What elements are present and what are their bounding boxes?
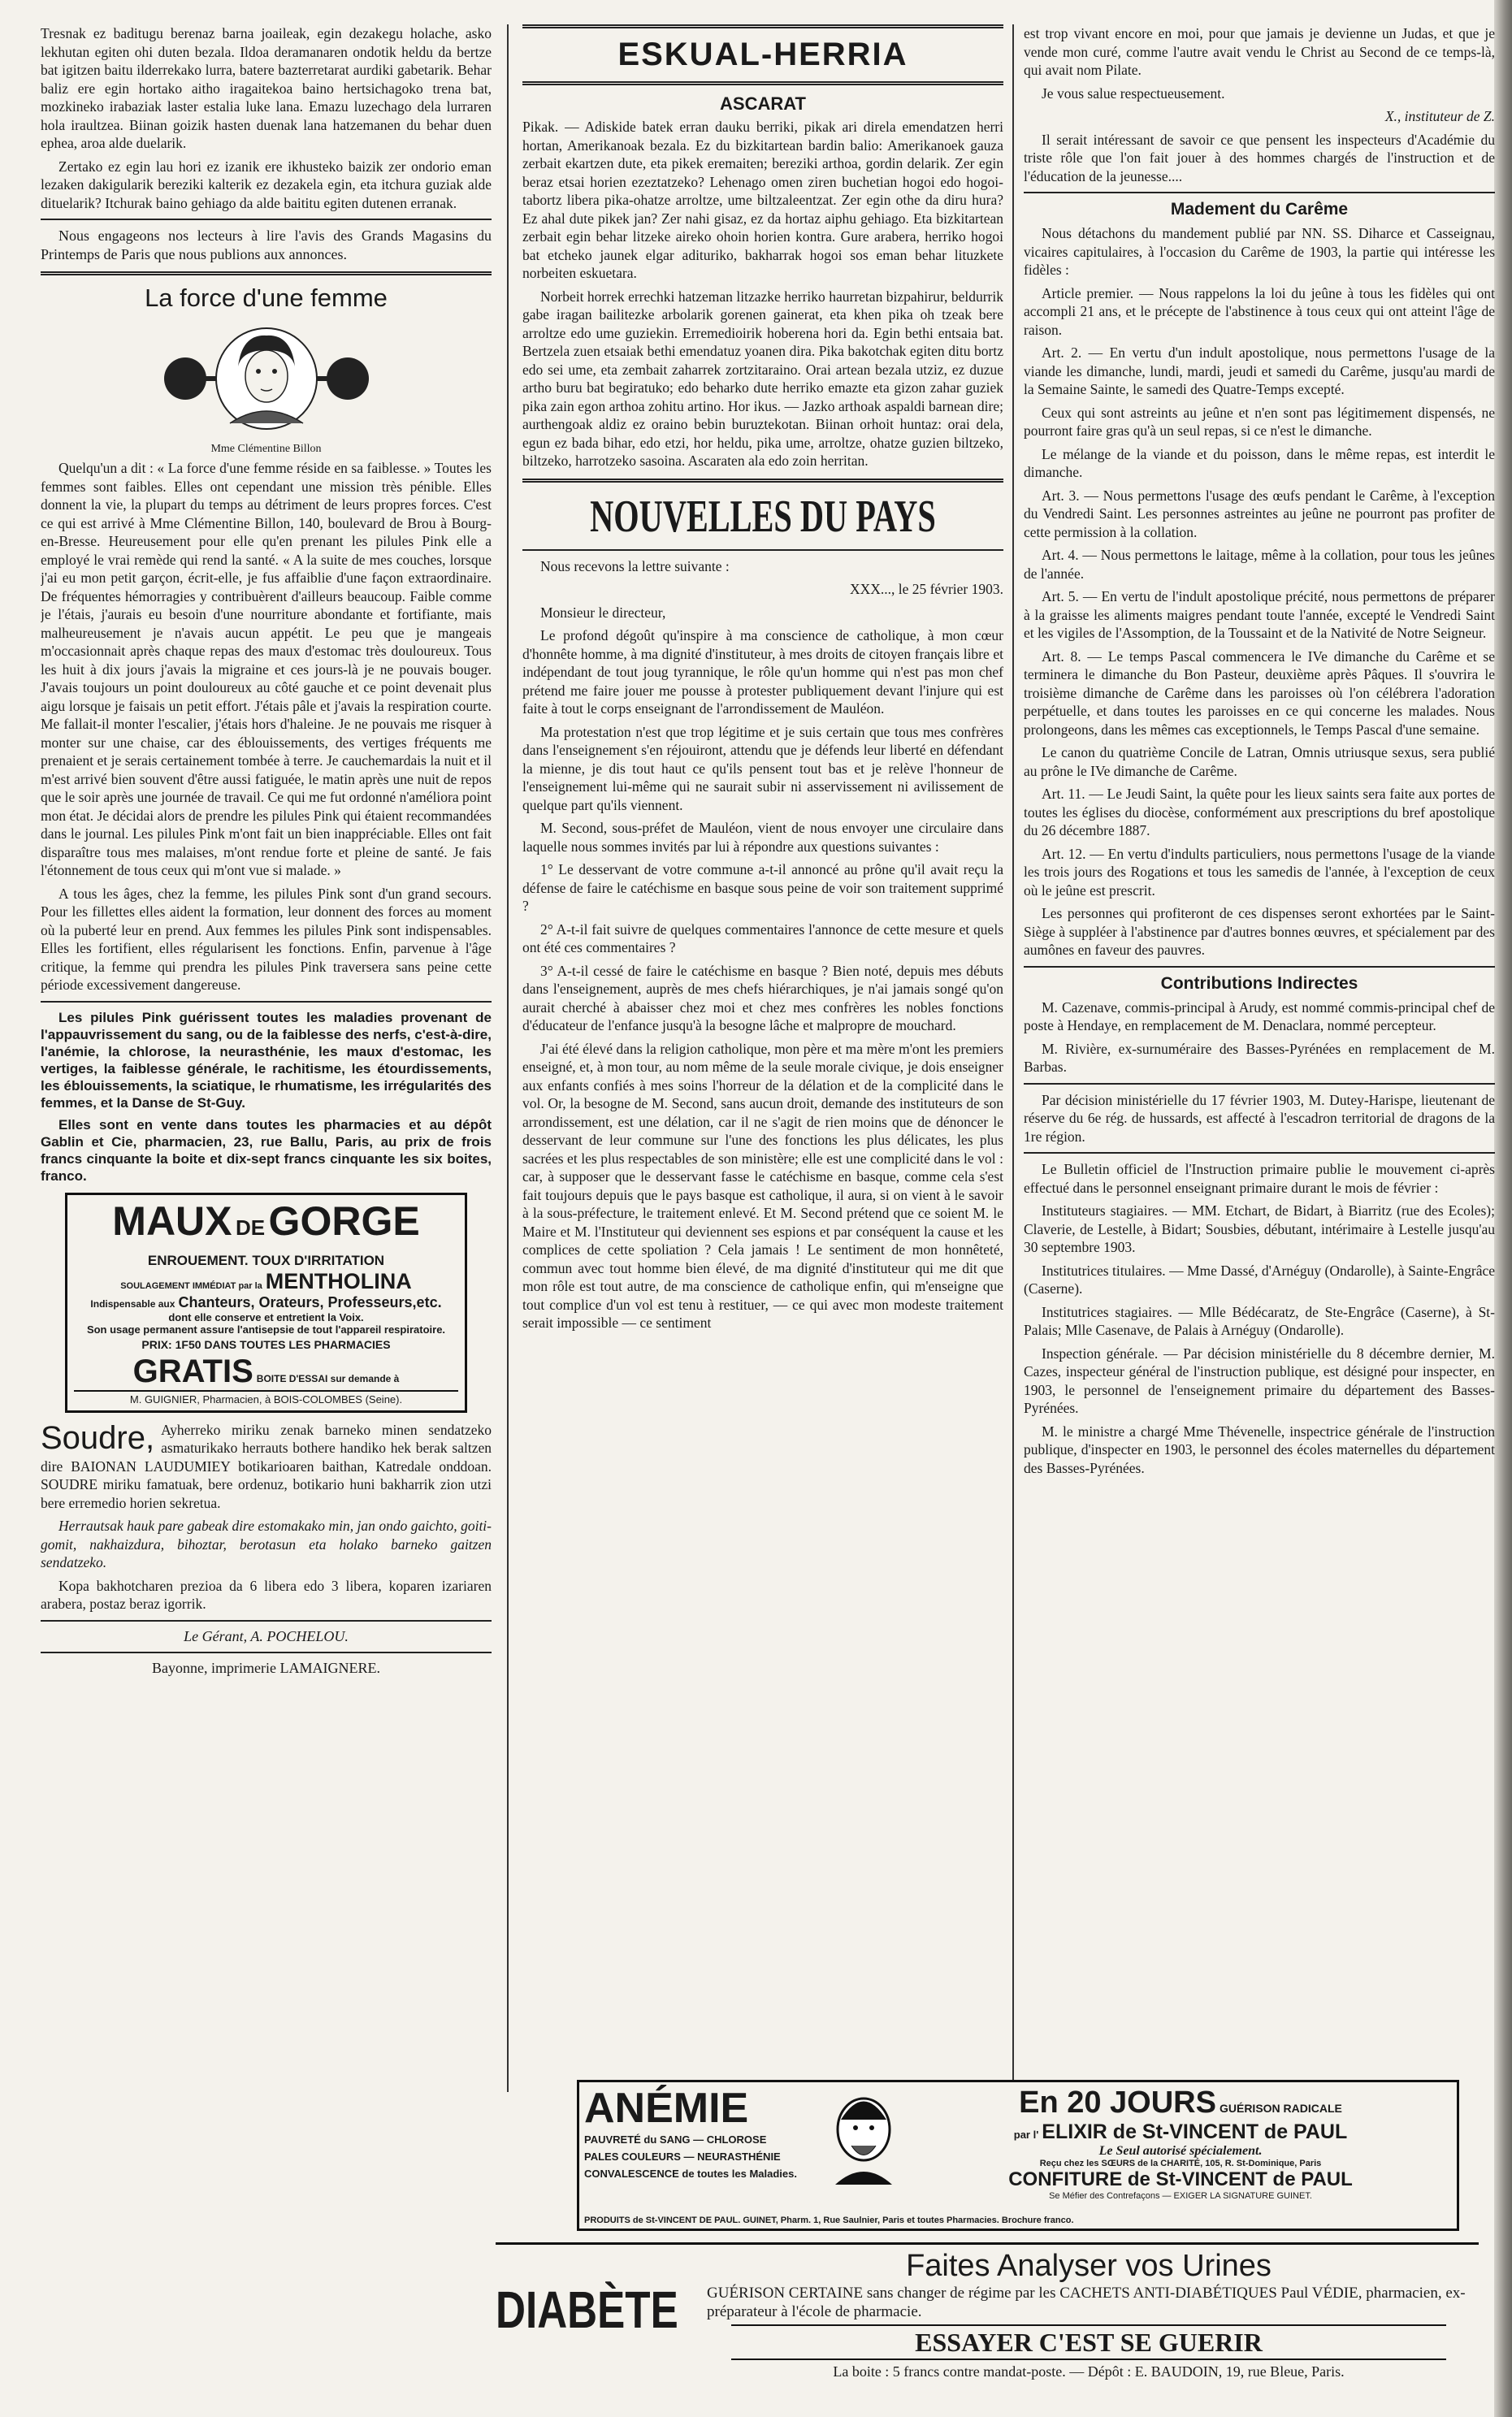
diabete-title: Faites Analyser vos Urines [906,2249,1272,2283]
maux-line: Son usage permanent assure l'antisepsie de tout l'appareil respiratoire. [86,1323,446,1336]
imprimerie-line: Bayonne, imprimerie LAMAIGNERE. [152,1659,380,1676]
column-rule [507,24,509,2092]
nouvelles-intro: Nous recevons la lettre suivante : [540,557,730,574]
letter-paragraph: Il serait intéressant de savoir ce que pensent les inspecteurs d'Académie du triste rôle que l'on fait jouer à des hommes chargés de l'instruction et de l'éducation de la jeunesse.... [1024,131,1495,184]
column-2 [522,24,1003,2080]
careme-paragraph: Les personnes qui profiteront de ces dispenses seront exhortées par le Saint-Siège à suppléer à l'abstinence par d'autres bonnes œuvres, et spécialement par des aumônes en faveur des pauvres. [1024,905,1495,958]
maux-line: SOULAGEMENT IMMÉDIAT par la [120,1280,262,1291]
divider [41,219,492,220]
careme-paragraph: Art. 2. — En vertu d'un indult apostolique, nous permettons l'usage de la viande les dimanche, lundi, mardi, jeudi et samedi du Carême, jusqu'au mardi de la Semaine Sainte, le samedi des Quatre-Temps excepté. [1024,344,1495,397]
pink-paragraph: Elles sont en vente dans toutes les pharmacies et au dépôt Gablin et Cie, pharmacien, 23, rue Ballu, Paris, au prix de frois francs cinquante la boite et dix-sept francs cinquante les six boites, franco. [41,1116,492,1184]
careme-paragraph: Art. 12. — En vertu d'indults particuliers, nous permettons l'usage de la viande les trois jours des Rogations et tous les samedis de l'année, à l'exception de ceux où le jeûne est prescrit. [1024,845,1495,899]
column-3 [1024,24,1495,2080]
letter-paragraph: est trop vivant encore en moi, pour que jamais je devienne un Judas, et que je vende mon curé, comme l'autre avait vendu le Christ au Second de ce temps-là, qui avait nom Pilate. [1024,25,1495,78]
nouvelles-paragraph: J'ai été élevé dans la religion catholique, mon père et ma mère m'ont les premiers enseigné, et, à mon tour, au nom même de la seule morale civique, je dois enseigner aux enfants confiés à mes soins l'horreur de la délation et de la complicité dans le vol. Or, la besogne de M. Second, sans aucun droit, demande des instituteurs de son arrondissement, est une délation, car il ne s'agit de rien moins que de dénoncer le desservant de leur commune sur l'une des fonctions les plus délicates, les plus sacrées et les plus respectables de son ministère; elle est une complicité dans le vol : car, à supposer que le desservant fasse le catéchisme en basque, comme cela s'est fait toujours depuis que le pays basque est catholique, il aura, si on vient à le savoir à la sous-préfecture, le traitement enlevé. Et M. Second prétend que ce soient M. le Maire et M. l'Instituteur qui deviennent ses espions et par conséquent la cause et les complices de cette spoliation ? Cela jamais ! Le sentiment de mon honnêteté, commun avec tout homme bien élevé, de ma dignité d'instituteur qui me dit que mon rôle est tout autre, de ma conscience de catholique enfin, qui m'enseigne que tout complice d'un vol est tenu à restituer, — ce qui avec mon modeste traitement serait impossible — ce sentiment [522,1040,1003,1331]
divider [41,1620,492,1622]
anemie-line: CONVALESCENCE de toutes les Maladies. [584,2168,797,2180]
maux-line: Chanteurs, Orateurs, Professeurs,etc. [178,1293,442,1310]
careme-paragraph: Ceux qui sont astreints au jeûne et n'en sont pas légitimement dispensés, ne pourront faire gras qu'à un seul repas, si ce n'est le dimanche. [1024,404,1495,439]
nouvelles-paragraph: M. Second, sous-préfet de Mauléon, vient de nous envoyer une circulaire dans laquelle nous sommes invités par lui à répondre aux questions suivantes : [522,820,1003,855]
contrib-paragraph: Le Bulletin officiel de l'Instruction primaire publie le mouvement ci-après effectué dans le personnel enseignant primaire durant le mois de février : [1024,1161,1495,1196]
anemie-ad [577,2080,1459,2231]
force-title: La force d'une femme [145,284,388,312]
maux-price: PRIX: 1F50 DANS TOUTES LES PHARMACIES [141,1337,391,1351]
maux-line: Indispensable aux [90,1297,175,1310]
pink-paragraph: Les pilules Pink guérissent toutes les maladies provenant de l'appauvrissement du sang, ou de la faiblesse des nerfs, c'est-à-dire, l'anémie, la chlorose, la neurasthénie, les maux d'estomac, les vertiges, la faiblesse générale, le rachitisme, les étourdissements, les éblouissements, la sciatique, le rhumatisme, les irrégularités des femmes, et la Danse de St-Guy. [41,1009,492,1111]
careme-paragraph: Art. 8. — Le temps Pascal commencera le IVe dimanche du Carême et se terminera le dimanche du Bon Pasteur, deuxième après Pâques. Il s'ouvrira le troisième dimanche de Carême dans les paroisses où l'on célébrera l'adoration perpétuelle, et dans toutes les paroisses en ce qui concerne les malades. Nous prolongeons, dans les mêmes cas exceptionnels, le Temps Pascal d'une semaine. [1024,648,1495,738]
diabete-price: La boite : 5 francs contre mandat-poste. — Dépôt : E. BAUDOIN, 19, rue Bleue, Paris. [833,2363,1345,2380]
maux-brand-line [74,1269,458,1294]
contrib-paragraph: M. le ministre a chargé Mme Thévenelle, inspectrice générale de l'instruction publique, d'inspecter en 1903, le personnel des écoles maternelles du département des Basses-Pyrénées. [1024,1423,1495,1476]
mentholina-brand: MENTHOLINA [265,1268,412,1293]
letter-signature: X., instituteur de Z. [1384,108,1495,124]
de-word: DE [235,1215,266,1240]
contrib-paragraph: Par décision ministérielle du 17 février 1903, M. Dutey-Harispe, lieutenant de réserve du 6e rég. de hussards, est affecté à l'escadron territorial de dragons de la 1re région. [1024,1091,1495,1145]
page-edge-shadow [1494,0,1512,2417]
divider [522,479,1003,483]
ascarat-paragraph: Norbeit horrek errechki hatzeman litzazke herriko haurretan bizpahirur, beldurrik gabe iragan bailitezke arbolarik gorenen gainerat, eta khen pika oh tzeak bere arroltze edo ume guziekin. Erremedioirik hoberena hori da. Egin bethi entsaia bat. Bertzela zuen etsaiak bethi emendatuz yoanen dira. Pika bakotchak egiten ditu bortz edo sei ume, eta zembait zaharrek zortzitaraino. Orai artean bezala utziz, ez duzue artho buru bat begiratuko; edo beharko dute herriko emazte eta gizon zahar guziek pika zain egon arthoa zohitu artino. Hor ikus. — Jazko arthoak aspaldi barnean dire; aurthengoak aldiz ez oraino bebin buruztekotan. Biinan orhoit huntaz: orai dela, egun ez bada bihar, edo etzi, hor heldu, pika ume, arroltze, ohatze guzien biltzeko, biltzeko, harrotzeko sasoina. Ascaraten ala edo zoin herritan. [522,288,1003,469]
maux-de-gorge-ad [65,1193,467,1413]
gratis-line [74,1354,458,1390]
maux-maker: M. GUIGNIER, Pharmacien, à BOIS-COLOMBES (Seine). [74,1390,458,1406]
recu-text: Reçu chez les SŒURS de la CHARITÉ, 105, R. St-Dominique, Paris [1039,2159,1322,2168]
contrib-paragraph: Institutrices titulaires. — Mme Dassé, d'Arnéguy (Ondarolle), à Sainte-Engrâce (Caserne). [1024,1262,1495,1297]
careme-paragraph: Art. 11. — Le Jeudi Saint, la quête pour les lieux saints sera faite aux portes de toutes les églises du diocèse, conformément aux prescriptions du bref apostolique du 26 décembre 1887. [1024,786,1495,838]
soudre-title: Soudre, [41,1419,155,1456]
maux-line: BOITE D'ESSAI sur demande à [256,1372,400,1384]
force-paragraph: Quelqu'un a dit : « La force d'une femme réside en sa faiblesse. » Toutes les femmes sont faibles. Elles ont cependant une mission très pénible. Elles donnent la vie, la plupart du temps au détriment de leurs propres forces. C'est ce qui est arrivé à Mme Clémentine Billon, 140, boulevard de Brou à Bourg-en-Bresse. Heureusement pour elle qu'en prenant les pilules Pink elle a employé le vrai remède qui rend la santé. « A la suite de mes couches, lorsque j'ai eu mon petit garçon, écrit-elle, je fus affaiblie d'une façon extraordinaire. De fréquentes hémorragies y contribuèrent d'ailleurs beaucoup. Faible comme je l'étais, j'aurais eu besoin d'une nourriture abondante et fortifiante, mais malheureusement je n'avais aucun appétit. Le peu que je mangeais m'occasionnait après chaque repas des maux d'estomac très douloureux. Tous les huit à dix jours j'avais la migraine et ces jours-là je ne pouvais bouger. J'avais toujours un point douloureux au côté gauche et ce point devenait plus aigu lorsque je faisais un petit effort. J'étais pâle et j'avais la respiration courte. Me fallait-il monter l'escalier, j'étais hors d'haleine. Je ne pouvais me risquer à monter sur une chaise, car des éblouissements, des vertiges fréquents me prenaient et je serais certainement tombée à terre. Je cauchemardais la nuit et il m'est arrivé bien souvent d'être aussi fatiguée, le matin après une nuit de repos que le soir après une journée de travail. Ce qui me fut ordonné n'améliora point mon état. Je décidai alors de prendre les pilules Pink qui étaient recommandées dans le journal. Les pilules Pink m'ont fait un bien inappréciable. Elles ont fait disparaître tous mes malaises, m'ont rendue forte et pleine de santé. Je fais l'étonnement de tous ceux qui m'ont vue si malade. » [41,460,492,878]
careme-paragraph: Nous détachons du mandement publié par NN. SS. Diharce et Casseignau, vicaires capitulaires, à l'occasion du Carême de 1903, la partie qui intéresse les fidèles : [1024,225,1495,278]
portrait-illustration [161,318,372,440]
diabete-ad [496,2242,1479,2399]
elixir-line [912,2120,1449,2144]
soudre-block [41,1421,492,1613]
careme-paragraph: Art. 5. — En vertu de l'indult apostolique précité, nous permettons de préparer à la graisse les aliments maigres pendant toute l'année, excepté le Vendredi Saint et les vigiles de l'Assomption, de la Toussaint et de la Nativité de Notre Seigneur. [1024,588,1495,641]
letter-paragraph: Je vous salue respectueusement. [1042,84,1225,102]
divider [1024,966,1495,968]
newspaper-page [41,24,1495,2397]
soudre-paragraph: Ayherreko miriku zenak barneko minen sendatzeko asmaturikako herrauts bothere handiko hek berak saltzen dire BAIONAN LAUDUMIEY botikarioaren baithan, Katredale onddoan. SOUDRE miriku famatuak, bere ordenuz, botikario huni bakharrik zion utzi bere erremedio horien sekretua. [41,1421,492,1511]
contrib-paragraph: M. Cazenave, commis-principal à Arudy, est nommé commis-principal chef de poste à Hendaye, en remplacement de M. Denaclara, nommé percepteur. [1024,998,1495,1033]
salutation: Monsieur le directeur, [540,604,666,621]
gerant-line: Le Gérant, A. POCHELOU. [184,1627,349,1644]
diabete-word: DIABÈTE [496,2281,678,2339]
par-text: par l' [1013,2129,1039,2141]
ascarat-title: ASCARAT [720,93,806,114]
anemie-bottom: PRODUITS de St-VINCENT DE PAUL. GUINET, Pharm. 1, Rue Saulnier, Paris et toutes Pharmacies. Brochure franco. [584,2216,1074,2225]
nouvelles-paragraph: 1° Le desservant de votre commune a-t-il annoncé au prône qu'il avait reçu la défense de faire le catéchisme en basque sous peine de voir son traitement supprimé ? [522,861,1003,914]
anemie-line: PALES COULEURS — NEURASTHÉNIE [584,2151,781,2163]
basque-paragraph: Tresnak ez baditugu berenaz barna joaileak, egin dezakegu holache, asko lekhutan egiten ohi duten bezala. Ildoa deramanaren ondotik heldu da bertze bat igitzen baitu ilderrekako lurra, batere bazterretarat aurdiki gabetarik. Behar baliz ere egin hortako aitho iragaitekoa baino hertsichagoko trena bat, mozkineko irabaziak laster estalia luke lana. Emazu luzechago dela lurraren hola iraultzea. Biinan goizik hasten duenak lana hatzemanen du behar duen ephea, aroa alde duelarik. [41,25,492,151]
ascarat-paragraph: Pikak. — Adiskide batek erran dauku berriki, pikak ari direla emendatzen herri hortan, Amerikanoak bezala. Ez du bizkitartean bardin balio: Amerikanoek gauza zerbait ekartzen dute, eta pikek eremaiten; bereziki arthoa, gordin delarik. Zer egin beraz etsai horien ezeztatzeko? Lehenago omen ziren buchetian hogoi edo hogoi-tabortz libera pika-ohatze arroltze, ume biltzaleentzat. Zer egin othe da diru hura? Ez ahal dute pikek jan? Zer nahi gisaz, ez da hortaz aiphu gehiago. Eta bizkitartean zerbait egin behar litzeke aireko ohoin horien kontra. Gure arabera, herriko hogoi bat etcheko jaunek elgar adituriko, bakharrak hogoi sos eman behar lituzkete norbeiten eskuetara. [522,119,1003,281]
divider [522,549,1003,551]
maux-line: ENROUEMENT. TOUX D'IRRITATION [147,1252,385,1268]
careme-paragraph: Le canon du quatrième Concile de Latran, Omnis utriusque sexus, sera publié au prône le IVe dimanche de Carême. [1024,744,1495,779]
diabete-right [707,2248,1471,2380]
nouvelles-paragraph: Ma protestation n'est que trop légitime et je suis certain que tous mes confrères dans l'enseignement s'en réjouiront, attendu que je défends leur liberté en défendant la mienne, je dis tout haut ce qu'ils pensent tout bas et je relève l'honneur de l'enseignement lui-même qui ne saurait subir ni asservissement ni avilissement de quelque part qu'ils viennent. [522,723,1003,813]
divider [522,24,1003,28]
contrib-paragraph: M. Rivière, ex-surnuméraire des Basses-Pyrénées en remplacement de M. Barbas. [1024,1040,1495,1075]
column-rule [1012,24,1014,2092]
divider [1024,1083,1495,1085]
contrib-title: Contributions Indirectes [1160,973,1358,993]
maux-title [74,1200,458,1253]
printemps-note: Nous engageons nos lecteurs à lire l'avis des Grands Magasins du Printemps de Paris que nous publions aux annonces. [41,227,492,262]
saint-vincent-portrait [823,2087,904,2185]
divider [1024,192,1495,193]
soudre-paragraph: Kopa bakhotcharen prezioa da 6 libera edo 3 libera, koparen izariaren arabera, postaz beraz igorrik. [41,1577,492,1612]
maux-line: dont elle conserve et entretient la Voix. [168,1310,364,1323]
divider [41,1652,492,1653]
nouvelles-title: NOUVELLES DU PAYS [590,491,936,542]
basque-paragraph: Zertako ez egin lau hori ez izanik ere ikhusteko baizik zer ondorio eman lezaken dakigularik bereziki kalterik ez dezakela egin, eta itchura guziak alde dituelarik? Itchurak baino gehiago da alde baititu egiten dutenen erranak. [41,158,492,211]
anemie-headline [912,2086,1449,2120]
contrib-paragraph: Inspection générale. — Par décision ministérielle du 8 décembre dernier, M. Cazes, inspecteur général de l'instruction publique, est désigné pour inspecter, en 1903, le personnel de l'enseignement primaire du département des Basses-Pyrénées. [1024,1345,1495,1416]
essayer-text: ESSAYER C'EST SE GUERIR [731,2324,1446,2360]
force-paragraph: A tous les âges, chez la femme, les pilules Pink sont d'un grand secours. Pour les fillettes elles aident la formation, leur donnent des forces au moment où la puberté leur en prend. Aux femmes les pilules Pink sont indispensables. Elles les fortifient, elles régularisent les fonctions. Enfin, parvenue à l'âge critique, la femme qui prendra les pilules Pink traversera sans peine cette période excessivement dangereuse. [41,885,492,993]
careme-paragraph: Le mélange de la viande et du poisson, dans le même repas, est interdit le dimanche. [1024,445,1495,480]
diabete-line: GUÉRISON CERTAINE sans changer de régime par les CACHETS ANTI-DIABÉTIQUES Paul VÉDIE, pharmacien, ex-préparateur à l'école de pharmacie. [707,2285,1466,2320]
divider [1024,1152,1495,1154]
maux-line [74,1294,458,1311]
divider [41,1001,492,1003]
careme-paragraph: Art. 3. — Nous permettons l'usage des œufs pendant le Carême, à l'exception du Vendredi Saint. Les personnes astreintes au jeûne ne pourront pas profiter de cette permission à la collation. [1024,487,1495,540]
contrib-paragraph: Instituteurs stagiaires. — MM. Etchart, de Bidart, à Biarritz (rue des Ecoles); Claverie, de Lestelle, à Bidart; Sousbies, débutant, intérimaire à Lestelle jusqu'au 30 septembre 1903. [1024,1202,1495,1255]
date-line: XXX..., le 25 février 1903. [849,581,1003,597]
jours-text: En 20 JOURS [1019,2086,1216,2120]
nouvelles-paragraph: Le profond dégoût qu'inspire à ma conscience de catholique, à mon cœur d'honnête homme, à ma dignité d'instituteur, à mes droits de citoyen français libre et indépendant de tout joug tyrannique, le rôle qu'un homme qui n'est pas mon chef prétend me faire jouer me pousse à protester publiquement devant l'injure qui est faite à tout le corps enseignant de l'arrondissement de Mauléon. [522,627,1003,717]
guerison-text: GUÉRISON RADICALE [1219,2102,1342,2115]
maux-word: MAUX [112,1198,232,1244]
anemie-line: PAUVRETÉ du SANG — CHLOROSE [584,2133,767,2146]
portrait-caption: Mme Clémentine Billon [210,443,322,455]
nouvelles-paragraph: 3° A-t-il cessé de faire le catéchisme en basque ? Bien noté, depuis mes débuts dans l'enseignement, auprès de mes chefs hiérarchiques, je n'ai jamais songé qu'on aurait cherché à abaisser chez moi et chez mes confrères les nobles fonctions d'éducateur de l'enfance jusqu'à la besogne lâche et malpropre de mouchard. [522,962,1003,1033]
anemie-left [584,2086,812,2182]
careme-paragraph: Article premier. — Nous rappelons la loi du jeûne à tous les fidèles qui ont accompli 21 ans, et le précepte de l'abstinence à tous ceux qui ont atteint l'âge de raison. [1024,284,1495,338]
masthead: ESKUAL-HERRIA [617,37,908,72]
elixir-text: ELIXIR de St-VINCENT de PAUL [1042,2120,1348,2143]
column-1 [41,24,492,2397]
mefier-text: Se Méfier des Contrefaçons — EXIGER LA SIGNATURE GUINET. [1049,2191,1312,2201]
soudre-paragraph: Herrautsak hauk pare gabeak dire estomakako min, jan ondo gaichto, goiti-gomit, nakhaizdura, bihoztar, berotasun eta holako barneko gaitzen sendatzeko. [41,1518,492,1570]
contrib-paragraph: Institutrices stagiaires. — Mlle Bédécaratz, de Ste-Engrâce (Caserne), à St-Palais; Mlle Casenave, de Palais à Arnéguy (Ondarolle). [1024,1303,1495,1338]
gorge-word: GORGE [268,1198,420,1244]
divider [41,271,492,275]
seul-text: Le Seul autorisé spécialement. [1098,2144,1263,2158]
careme-paragraph: Art. 4. — Nous permettons le laitage, même à la collation, pour tous les jeûnes de l'année. [1024,547,1495,582]
confiture-text: CONFITURE de St-VINCENT de PAUL [1008,2168,1353,2190]
careme-title: Madement du Carême [1170,200,1349,219]
anemie-right [912,2086,1449,2201]
gratis-word: GRATIS [132,1353,253,1389]
divider [522,81,1003,85]
anemie-title: ANÉMIE [584,2085,749,2132]
nouvelles-paragraph: 2° A-t-il fait suivre de quelques commentaires l'annonce de cette mesure et quels ont été ces commentaires ? [522,920,1003,955]
